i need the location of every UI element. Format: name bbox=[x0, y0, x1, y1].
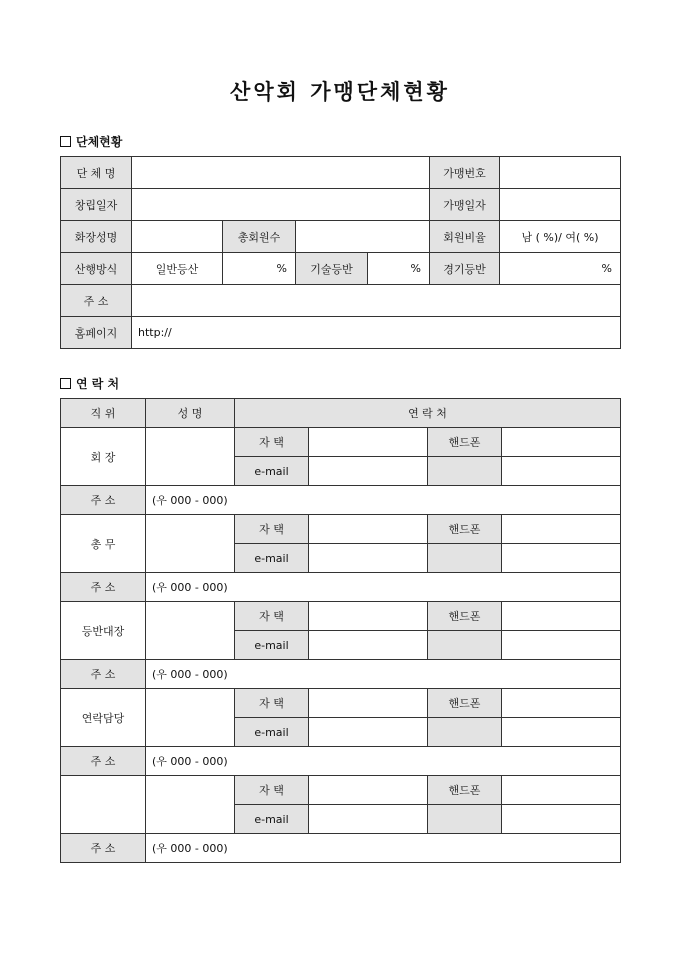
table-row bbox=[61, 660, 621, 689]
label-members: 총회원수 bbox=[223, 221, 296, 253]
contact-address-field[interactable]: (우 000 - 000) bbox=[146, 660, 621, 689]
checkbox-square-icon bbox=[60, 136, 71, 147]
position-cell bbox=[61, 776, 146, 834]
homepage-field[interactable]: http:// bbox=[132, 317, 621, 349]
table-row bbox=[61, 602, 621, 631]
label-home-phone: 자 택 bbox=[235, 689, 309, 718]
home-phone-field[interactable] bbox=[309, 515, 428, 544]
label-email: e-mail bbox=[235, 805, 309, 834]
blank-cell[interactable] bbox=[502, 718, 621, 747]
contact-address-field[interactable]: (우 000 - 000) bbox=[146, 486, 621, 515]
label-home-phone: 자 택 bbox=[235, 602, 309, 631]
label-email: e-mail bbox=[235, 718, 309, 747]
label-homepage: 홈페이지 bbox=[61, 317, 132, 349]
mobile-field[interactable] bbox=[502, 776, 621, 805]
table-row bbox=[61, 486, 621, 515]
blank-shaded-cell bbox=[428, 718, 502, 747]
table-row bbox=[61, 776, 621, 805]
contact-table bbox=[60, 398, 621, 863]
table-row bbox=[61, 285, 621, 317]
home-phone-field[interactable] bbox=[309, 602, 428, 631]
label-ratio: 회원비율 bbox=[430, 221, 500, 253]
label-affil-no: 가맹번호 bbox=[430, 157, 500, 189]
section-heading-contact-label: 연 락 처 bbox=[76, 377, 120, 391]
president-field[interactable] bbox=[132, 221, 223, 253]
ratio-field[interactable]: 남 ( %)/ 여( %) bbox=[500, 221, 621, 253]
label-contact-address: 주 소 bbox=[61, 747, 146, 776]
label-email: e-mail bbox=[235, 631, 309, 660]
address-field[interactable] bbox=[132, 285, 621, 317]
contact-address-field[interactable]: (우 000 - 000) bbox=[146, 747, 621, 776]
label-method: 산행방식 bbox=[61, 253, 132, 285]
label-technical: 기술등반 bbox=[296, 253, 368, 285]
page-title: 산악회 가맹단체현황 bbox=[230, 79, 450, 104]
home-phone-field[interactable] bbox=[309, 428, 428, 457]
label-contact-address: 주 소 bbox=[61, 660, 146, 689]
header-position: 직 위 bbox=[61, 399, 146, 428]
technical-pct-field[interactable]: % bbox=[368, 253, 430, 285]
mobile-field[interactable] bbox=[502, 428, 621, 457]
founded-field[interactable] bbox=[132, 189, 430, 221]
table-row bbox=[61, 747, 621, 776]
table-row bbox=[61, 317, 621, 349]
checkbox-square-icon bbox=[60, 378, 71, 389]
person-name-field[interactable] bbox=[146, 428, 235, 486]
blank-shaded-cell bbox=[428, 631, 502, 660]
label-contact-address: 주 소 bbox=[61, 834, 146, 863]
blank-cell[interactable] bbox=[502, 805, 621, 834]
position-cell: 회 장 bbox=[61, 428, 146, 486]
blank-cell[interactable] bbox=[502, 457, 621, 486]
mobile-field[interactable] bbox=[502, 602, 621, 631]
label-general: 일반등산 bbox=[132, 253, 223, 285]
position-cell: 등반대장 bbox=[61, 602, 146, 660]
group-name-field[interactable] bbox=[132, 157, 430, 189]
label-founded: 창립일자 bbox=[61, 189, 132, 221]
email-field[interactable] bbox=[309, 457, 428, 486]
blank-shaded-cell bbox=[428, 544, 502, 573]
label-mobile: 핸드폰 bbox=[428, 689, 502, 718]
person-name-field[interactable] bbox=[146, 776, 235, 834]
joined-field[interactable] bbox=[500, 189, 621, 221]
table-row bbox=[61, 157, 621, 189]
table-row bbox=[61, 573, 621, 602]
members-field[interactable] bbox=[296, 221, 430, 253]
affil-no-field[interactable] bbox=[500, 157, 621, 189]
home-phone-field[interactable] bbox=[309, 689, 428, 718]
table-row bbox=[61, 428, 621, 457]
table-row bbox=[61, 515, 621, 544]
label-address: 주 소 bbox=[61, 285, 132, 317]
email-field[interactable] bbox=[309, 805, 428, 834]
label-email: e-mail bbox=[235, 457, 309, 486]
email-field[interactable] bbox=[309, 544, 428, 573]
header-contact: 연 락 처 bbox=[235, 399, 621, 428]
label-group-name: 단 체 명 bbox=[61, 157, 132, 189]
contact-address-field[interactable]: (우 000 - 000) bbox=[146, 834, 621, 863]
competition-pct-field[interactable]: % bbox=[500, 253, 621, 285]
label-contact-address: 주 소 bbox=[61, 573, 146, 602]
mobile-field[interactable] bbox=[502, 515, 621, 544]
person-name-field[interactable] bbox=[146, 689, 235, 747]
table-row bbox=[61, 253, 621, 285]
position-cell: 연락담당 bbox=[61, 689, 146, 747]
table-row bbox=[61, 834, 621, 863]
section-heading-group bbox=[60, 133, 122, 150]
label-joined: 가맹일자 bbox=[430, 189, 500, 221]
label-mobile: 핸드폰 bbox=[428, 515, 502, 544]
mobile-field[interactable] bbox=[502, 689, 621, 718]
group-info-table bbox=[60, 156, 621, 349]
email-field[interactable] bbox=[309, 631, 428, 660]
label-competition: 경기등반 bbox=[430, 253, 500, 285]
label-president: 화장성명 bbox=[61, 221, 132, 253]
table-row bbox=[61, 189, 621, 221]
label-contact-address: 주 소 bbox=[61, 486, 146, 515]
table-row bbox=[61, 399, 621, 428]
header-name: 성 명 bbox=[146, 399, 235, 428]
person-name-field[interactable] bbox=[146, 602, 235, 660]
table-row bbox=[61, 689, 621, 718]
label-home-phone: 자 택 bbox=[235, 776, 309, 805]
blank-cell[interactable] bbox=[502, 544, 621, 573]
email-field[interactable] bbox=[309, 718, 428, 747]
home-phone-field[interactable] bbox=[309, 776, 428, 805]
label-home-phone: 자 택 bbox=[235, 515, 309, 544]
blank-shaded-cell bbox=[428, 457, 502, 486]
position-cell: 총 무 bbox=[61, 515, 146, 573]
label-mobile: 핸드폰 bbox=[428, 428, 502, 457]
label-mobile: 핸드폰 bbox=[428, 602, 502, 631]
label-email: e-mail bbox=[235, 544, 309, 573]
label-home-phone: 자 택 bbox=[235, 428, 309, 457]
blank-cell[interactable] bbox=[502, 631, 621, 660]
label-mobile: 핸드폰 bbox=[428, 776, 502, 805]
contact-address-field[interactable]: (우 000 - 000) bbox=[146, 573, 621, 602]
section-heading-group-label: 단체현황 bbox=[76, 135, 123, 149]
person-name-field[interactable] bbox=[146, 515, 235, 573]
general-pct-field[interactable]: % bbox=[223, 253, 296, 285]
blank-shaded-cell bbox=[428, 805, 502, 834]
table-row bbox=[61, 221, 621, 253]
section-heading-contact bbox=[60, 375, 119, 392]
